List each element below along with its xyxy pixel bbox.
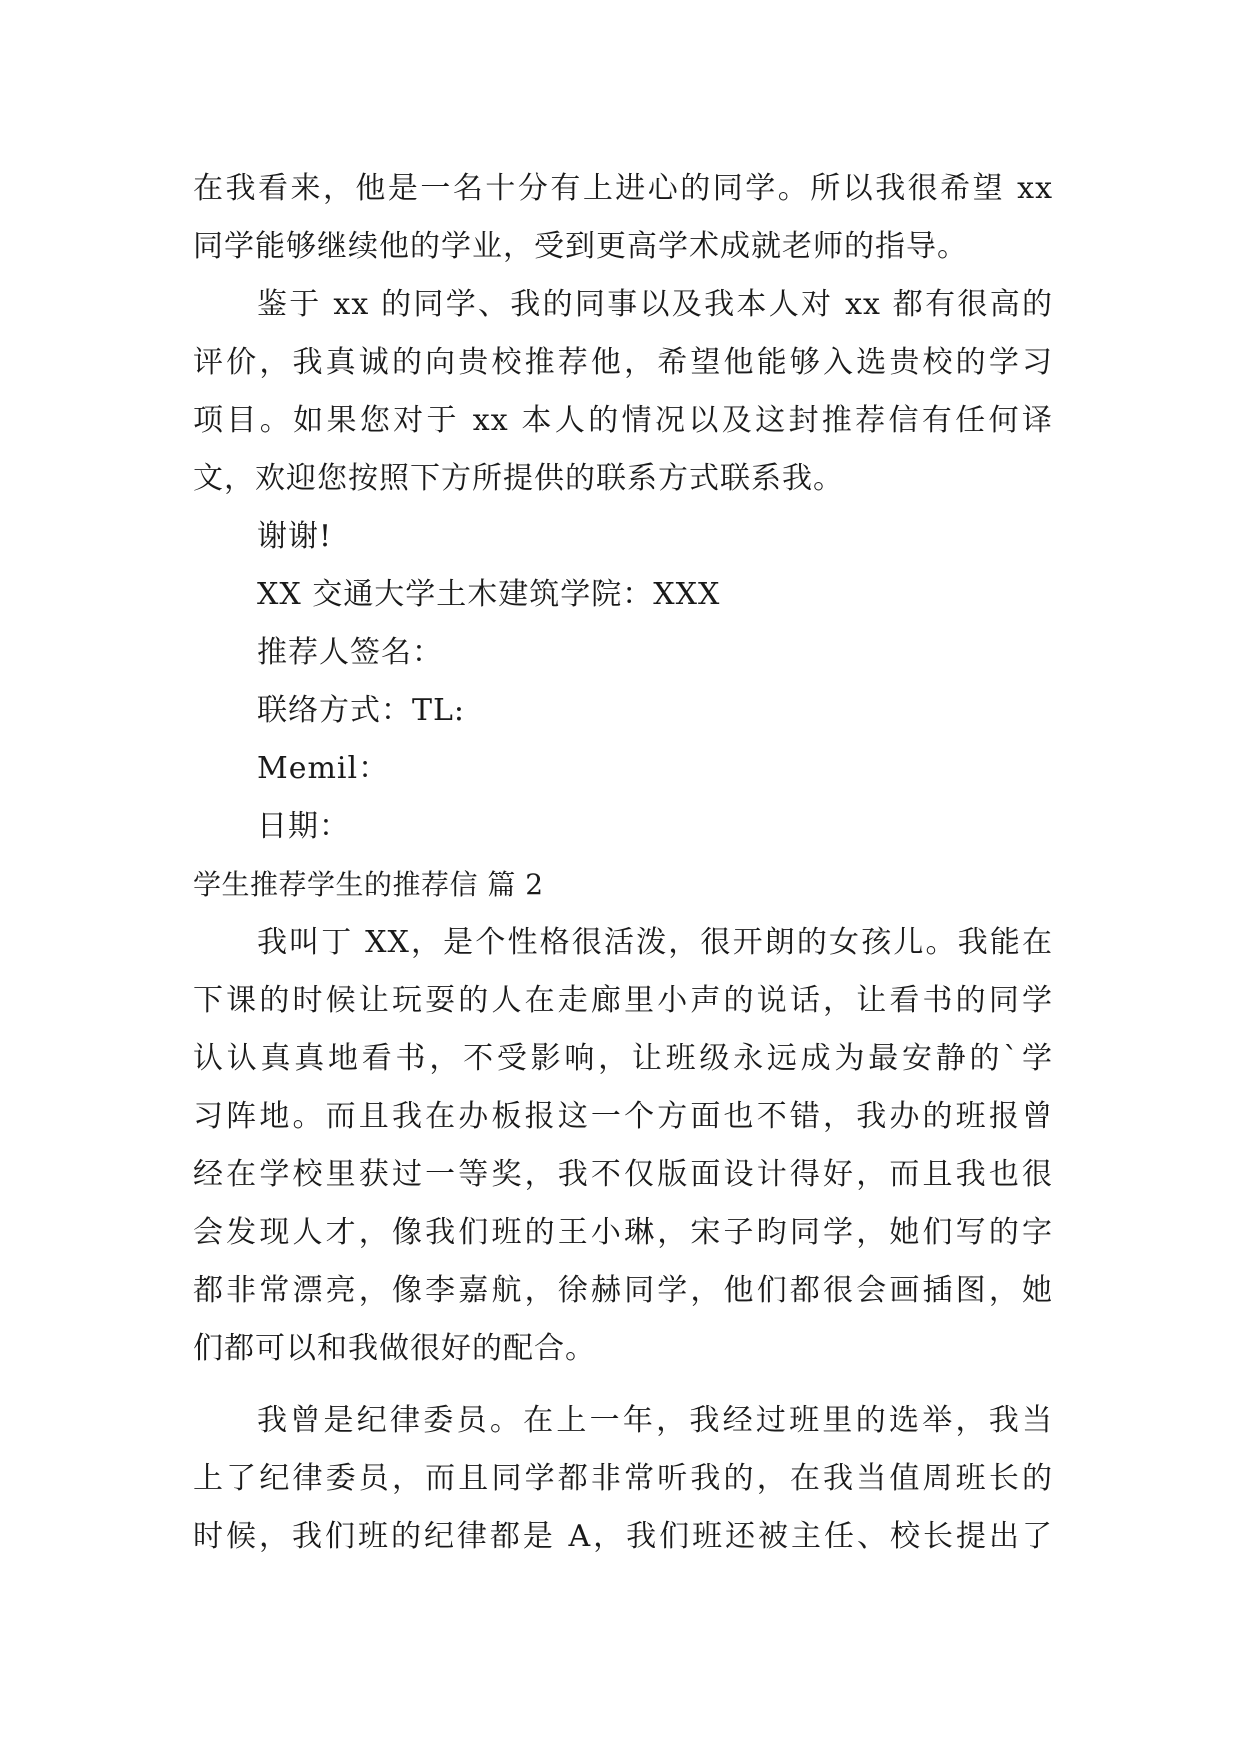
date-line: 日期： <box>257 809 350 844</box>
contact-line: 联络方式：TL: <box>257 693 466 728</box>
text-line: 鉴于 xx 的同学、我的同事以及我本人对 xx 都有很高的 <box>257 287 1053 322</box>
text-line: 项目。如果您对于 xx 本人的情况以及这封推荐信有任何译 <box>193 403 1053 438</box>
paragraph-discipline <box>193 1392 1053 1566</box>
text-line: 时候，我们班的纪律都是 A，我们班还被主任、校长提出了 <box>193 1519 1053 1554</box>
signature-name: 推荐人签名： <box>257 635 443 670</box>
text-line: 都非常漂亮，像李嘉航，徐赫同学，他们都很会画插图，她 <box>193 1273 1053 1308</box>
signature-institution: XX 交通大学土木建筑学院：XXX <box>257 577 721 612</box>
text-line: 习阵地。而且我在办板报这一个方面也不错，我办的班报曾 <box>193 1099 1053 1134</box>
text-line: 经在学校里获过一等奖，我不仅版面设计得好，而且我也很 <box>193 1157 1053 1192</box>
paragraph-gap <box>193 1378 1053 1392</box>
text-line: 评价，我真诚的向贵校推荐他，希望他能够入选贵校的学习 <box>193 345 1053 380</box>
text-line: 们都可以和我做很好的配合。 <box>193 1331 596 1366</box>
text-line: 会发现人才，像我们班的王小琳，宋子昀同学，她们写的字 <box>193 1215 1053 1250</box>
text-line: 文，欢迎您按照下方所提供的联系方式联系我。 <box>193 461 844 496</box>
text-line: 我曾是纪律委员。在上一年，我经过班里的选举，我当 <box>257 1403 1053 1438</box>
section-heading: 学生推荐学生的推荐信 篇 2 <box>193 868 544 901</box>
text-line: 上了纪律委员，而且同学都非常听我的，在我当值周班长的 <box>193 1461 1053 1496</box>
text-line: 下课的时候让玩耍的人在走廊里小声的说话，让看书的同学 <box>193 983 1053 1018</box>
paragraph-self-introduction <box>193 914 1053 1378</box>
text-line: 在我看来，他是一名十分有上进心的同学。所以我很希望 xx <box>193 171 1053 206</box>
text-line: 同学能够继续他的学业，受到更高学术成就老师的指导。 <box>193 229 968 264</box>
paragraph-continuation <box>193 160 1053 276</box>
paragraph-recommendation <box>193 276 1053 508</box>
thanks-line: 谢谢! <box>257 519 333 554</box>
text-line: 我叫丁 XX，是个性格很活泼，很开朗的女孩儿。我能在 <box>257 925 1053 960</box>
text-line: 认认真真地看书，不受影响，让班级永远成为最安静的`学 <box>193 1041 1053 1076</box>
email-line: Memil： <box>257 751 390 786</box>
document-body <box>193 160 1053 1566</box>
